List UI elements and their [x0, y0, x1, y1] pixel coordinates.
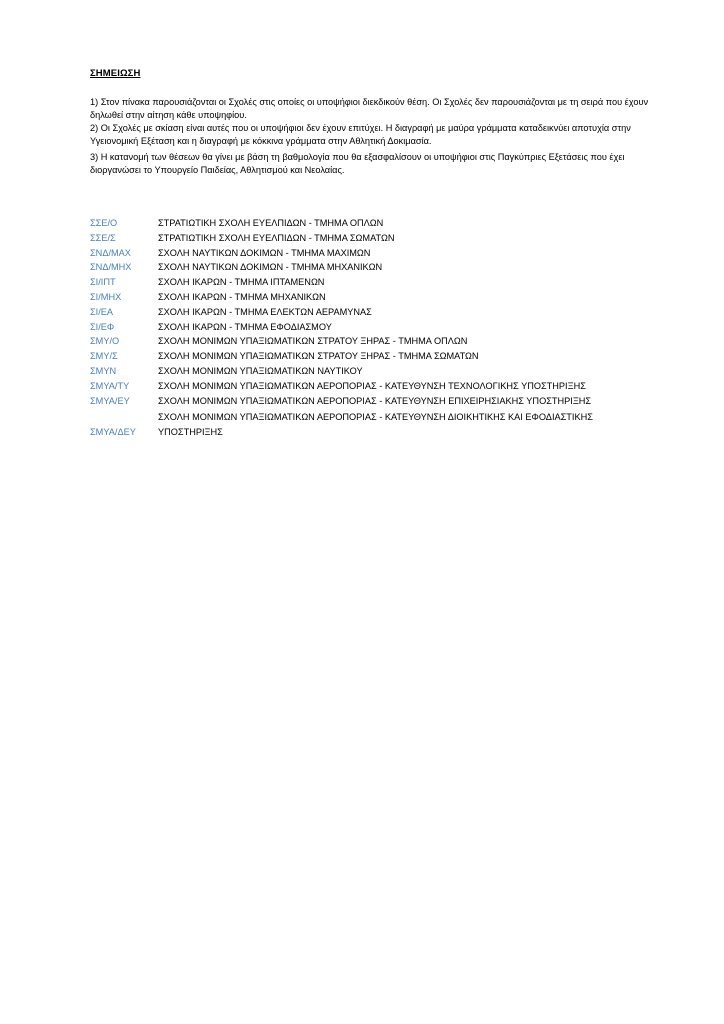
- abbreviation-code: ΣΙ/ΜΗΧ: [90, 291, 122, 302]
- abbreviation-code: ΣΜΥ/Ο: [90, 336, 120, 347]
- note-item-1: 1) Στον πίνακα παρουσιάζονται οι Σχολές στις οποίες οι υποψήφιοι διεκδικούν θέση. Οι Σχολές δεν παρουσιάζονται με τη σειρά που έχουν δηλωθεί στην αίτηση κάθε υποψηφίου.: [90, 97, 649, 120]
- abbreviation-code: ΣΜΥΑ/ΕΥ: [90, 395, 130, 406]
- school-name: ΣΧΟΛΗ ΙΚΑΡΩΝ - ΤΜΗΜΑ ΜΗΧΑΝΙΚΩΝ: [158, 291, 326, 302]
- school-name: ΣΧΟΛΗ ΜΟΝΙΜΩΝ ΥΠΑΞΙΩΜΑΤΙΚΩΝ ΑΕΡΟΠΟΡΙΑΣ - ΚΑΤΕΥΘΥΝΣΗ ΤΕΧΝΟΛΟΓΙΚΗΣ ΥΠΟΣΤΗΡΙΞΗΣ: [158, 380, 586, 391]
- abbreviations-table: [90, 216, 650, 440]
- school-name: ΣΧΟΛΗ ΝΑΥΤΙΚΩΝ ΔΟΚΙΜΩΝ - ΤΜΗΜΑ ΜΑΧΙΜΩΝ: [158, 247, 371, 258]
- school-name: ΣΧΟΛΗ ΙΚΑΡΩΝ - ΤΜΗΜΑ ΕΛΕΚΤΩΝ ΑΕΡΑΜΥΝΑΣ: [158, 306, 372, 317]
- abbreviation-code: ΣΙ/ΙΠΤ: [90, 277, 116, 288]
- school-name: ΣΧΟΛΗ ΜΟΝΙΜΩΝ ΥΠΑΞΙΩΜΑΤΙΚΩΝ ΣΤΡΑΤΟΥ ΞΗΡΑΣ - ΤΜΗΜΑ ΟΠΛΩΝ: [158, 336, 468, 347]
- school-name: ΣΤΡΑΤΙΩΤΙΚΗ ΣΧΟΛΗ ΕΥΕΛΠΙΔΩΝ - ΤΜΗΜΑ ΣΩΜΑΤΩΝ: [158, 232, 395, 243]
- school-name: ΣΧΟΛΗ ΜΟΝΙΜΩΝ ΥΠΑΞΙΩΜΑΤΙΚΩΝ ΑΕΡΟΠΟΡΙΑΣ - ΚΑΤΕΥΘΥΝΣΗ ΕΠΙΧΕΙΡΗΣΙΑΚΗΣ ΥΠΟΣΤΗΡΙΞΗΣ: [158, 395, 592, 406]
- abbreviation-row: [90, 275, 650, 290]
- abbreviation-code: ΣΜΥ/Σ: [90, 351, 118, 362]
- school-name: ΣΧΟΛΗ ΙΚΑΡΩΝ - ΤΜΗΜΑ ΕΦΟΔΙΑΣΜΟΥ: [158, 321, 332, 332]
- school-name: ΣΧΟΛΗ ΜΟΝΙΜΩΝ ΥΠΑΞΙΩΜΑΤΙΚΩΝ ΣΤΡΑΤΟΥ ΞΗΡΑΣ - ΤΜΗΜΑ ΣΩΜΑΤΩΝ: [158, 351, 479, 362]
- abbreviation-code: ΣΙ/ΕΦ: [90, 321, 115, 332]
- note-item-2: 2) Οι Σχολές με σκίαση είναι αυτές που οι υποψήφιοι δεν έχουν επιτύχει. Η διαγραφή με μαύρα γράμματα καταδεικνύει αποτυχία στην Υγειονομική Εξέταση και η διαγραφή με κόκκινα γράμματα στην Αθλητική Δοκιμασία.: [90, 123, 631, 146]
- abbreviation-row: [90, 231, 650, 246]
- school-name: ΣΧΟΛΗ ΝΑΥΤΙΚΩΝ ΔΟΚΙΜΩΝ - ΤΜΗΜΑ ΜΗΧΑΝΙΚΩΝ: [158, 262, 383, 273]
- school-name: ΣΤΡΑΤΙΩΤΙΚΗ ΣΧΟΛΗ ΕΥΕΛΠΙΔΩΝ - ΤΜΗΜΑ ΟΠΛΩΝ: [158, 218, 384, 228]
- abbreviation-code: ΣΣΕ/Σ: [90, 232, 116, 243]
- abbreviation-row: [90, 260, 650, 275]
- abbreviation-row: [90, 305, 650, 320]
- abbreviation-row: [90, 320, 650, 335]
- abbreviation-row: [90, 216, 650, 231]
- abbreviation-code: ΣΝΔ/ΜΑΧ: [90, 247, 131, 258]
- abbreviation-row: [90, 246, 650, 261]
- abbreviation-row: [90, 379, 650, 394]
- abbreviation-row: [90, 364, 650, 379]
- notes-section: [90, 96, 650, 177]
- abbreviation-code: ΣΜΥΑ/ΤΥ: [90, 380, 130, 391]
- school-name: ΣΧΟΛΗ ΜΟΝΙΜΩΝ ΥΠΑΞΙΩΜΑΤΙΚΩΝ ΝΑΥΤΙΚΟΥ: [158, 365, 363, 376]
- abbreviation-row: [90, 394, 650, 409]
- abbreviation-code: ΣΝΔ/ΜΗΧ: [90, 262, 132, 273]
- abbreviation-code: ΣΜΥΑ/ΔΕΥ: [90, 427, 136, 438]
- school-name: ΣΧΟΛΗ ΙΚΑΡΩΝ - ΤΜΗΜΑ ΙΠΤΑΜΕΝΩΝ: [158, 277, 325, 288]
- note-item-3: 3) Η κατανομή των θέσεων θα γίνει με βάση τη βαθμολογία που θα εξασφαλίσουν οι υποψήφιοι στις Παγκύπριες Εξετάσεις που έχει διοργανώσει το Υπουργείο Παιδείας, Αθλητισμού και Νεολαίας.: [90, 152, 625, 175]
- note-heading: ΣΗΜΕΙΩΣΗ: [90, 68, 141, 79]
- abbreviation-code: ΣΙ/ΕΑ: [90, 306, 114, 317]
- abbreviation-code: ΣΜΥΝ: [90, 365, 117, 376]
- abbreviation-row: [90, 334, 650, 349]
- abbreviation-row: [90, 290, 650, 305]
- abbreviation-code: ΣΣΕ/Ο: [90, 218, 118, 228]
- school-name: ΣΧΟΛΗ ΜΟΝΙΜΩΝ ΥΠΑΞΙΩΜΑΤΙΚΩΝ ΑΕΡΟΠΟΡΙΑΣ - ΚΑΤΕΥΘΥΝΣΗ ΔΙΟΙΚΗΤΙΚΗΣ ΚΑΙ ΕΦΟΔΙΑΣΤΙΚΗΣ ΥΠΟΣΤΗΡΙΞΗΣ: [158, 412, 593, 438]
- abbreviation-row: [90, 349, 650, 364]
- abbreviation-row: [90, 408, 650, 440]
